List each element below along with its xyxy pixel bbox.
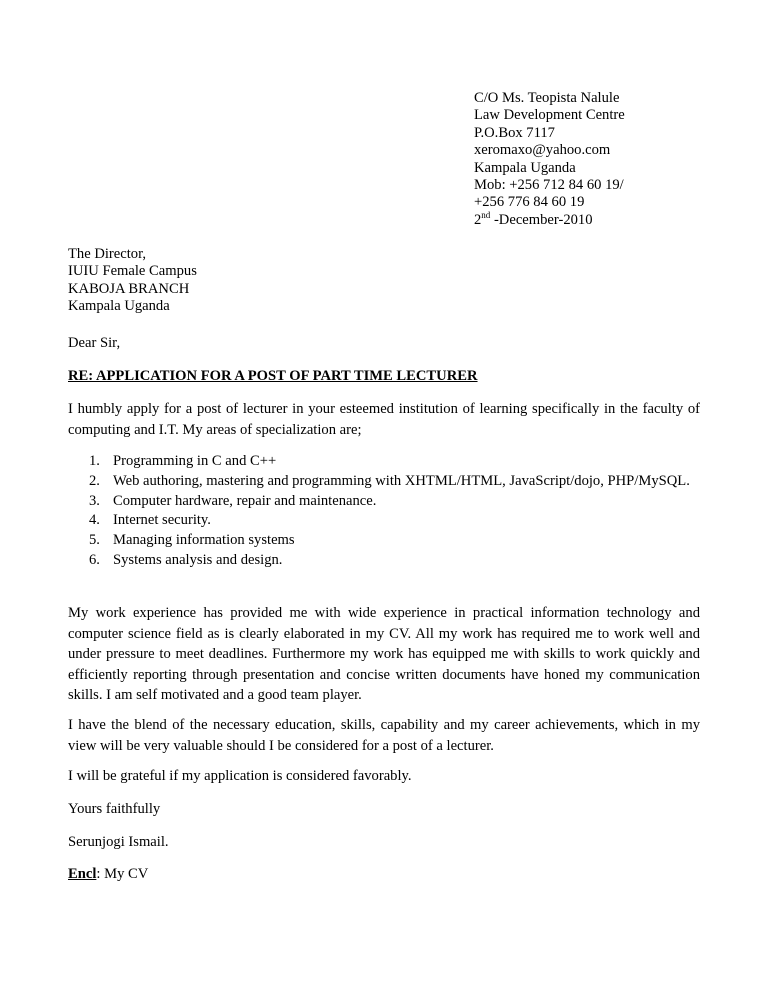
salutation: Dear Sir, xyxy=(68,335,121,351)
qualifications-paragraph: I have the blend of the necessary education, skills, capability and my career achievements, which in my view will be very valuable should I be considered for a post of a lecturer. xyxy=(68,717,700,754)
signature-name: Serunjogi Ismail. xyxy=(68,834,169,850)
list-item-text: Web authoring, mastering and programming with XHTML/HTML, JavaScript/dojo, PHP/MySQL. xyxy=(113,472,690,489)
date-month-year: -December-2010 xyxy=(490,211,593,228)
sender-address xyxy=(474,90,625,229)
gratitude-paragraph: I will be grateful if my application is considered favorably. xyxy=(68,768,412,784)
sender-mobile-2: +256 776 84 60 19 xyxy=(474,194,585,211)
closing: Yours faithfully xyxy=(68,801,161,817)
sender-line-care-of: C/O Ms. Teopista Nalule xyxy=(474,90,620,106)
list-item xyxy=(68,472,700,492)
list-item xyxy=(68,492,700,512)
date-suffix: nd xyxy=(481,209,491,220)
list-item-text: Computer hardware, repair and maintenance. xyxy=(113,492,377,509)
list-number: 6. xyxy=(89,551,100,568)
list-item-text: Managing information systems xyxy=(113,532,295,549)
recipient-branch: KABOJA BRANCH xyxy=(68,280,190,297)
enclosure-line xyxy=(68,866,700,883)
sender-email: xeromaxo@yahoo.com xyxy=(474,142,611,159)
sender-line-organization: Law Development Centre xyxy=(474,107,625,124)
recipient-institution: IUIU Female Campus xyxy=(68,263,197,280)
recipient-address xyxy=(68,246,197,316)
list-number: 3. xyxy=(89,492,100,509)
date-day: 2 xyxy=(474,211,482,228)
list-number: 4. xyxy=(89,512,100,529)
list-number: 2. xyxy=(89,472,100,489)
sender-mobile-1: Mob: +256 712 84 60 19/ xyxy=(474,177,624,194)
sender-line-po-box: P.O.Box 7117 xyxy=(474,124,555,141)
list-item xyxy=(68,511,700,531)
subject-line: RE: APPLICATION FOR A POST OF PART TIME LECTURER xyxy=(68,368,478,384)
list-number: 5. xyxy=(89,532,100,549)
enclosure-text: : My CV xyxy=(96,866,149,882)
list-item-text: Programming in C and C++ xyxy=(113,453,277,469)
recipient-city: Kampala Uganda xyxy=(68,298,170,315)
intro-paragraph: I humbly apply for a post of lecturer in your esteemed institution of learning specifically in the faculty of computing and I.T. My areas of specialization are; xyxy=(68,401,700,438)
list-item-text: Internet security. xyxy=(113,512,211,529)
sender-city: Kampala Uganda xyxy=(474,159,576,176)
specialization-list xyxy=(68,452,700,571)
list-item xyxy=(68,531,700,551)
experience-paragraph: My work experience has provided me with wide experience in practical information technology and computer science field as is clearly elaborated in my CV. All my work has required me to work well and under pressure to meet deadlines. Furthermore my work has equipped me with skills to work quickly and efficiently reporting through presentation and concise written documents have honed my communication skills. I am self motivated and a good team player. xyxy=(68,605,700,703)
recipient-title: The Director, xyxy=(68,246,147,262)
list-item xyxy=(68,551,700,571)
enclosure-label: Encl xyxy=(68,866,97,882)
letter-date xyxy=(474,209,625,229)
list-item-text: Systems analysis and design. xyxy=(113,551,283,568)
list-number: 1. xyxy=(89,453,100,469)
list-item xyxy=(68,452,700,472)
